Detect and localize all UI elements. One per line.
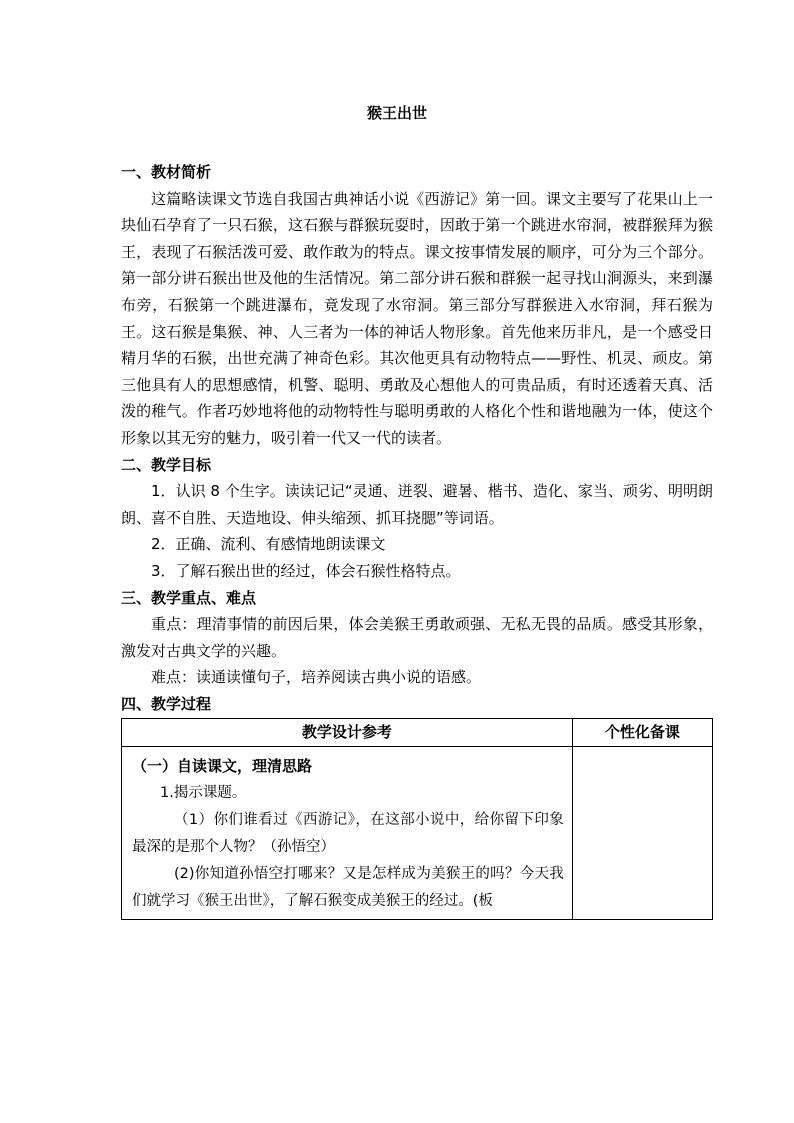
objective-item-3: 3．了解石猴出世的经过，体会石猴性格特点。 xyxy=(151,561,461,580)
difficulty-paragraph: 难点：读通读懂句子，培养阅读古典小说的语感。 xyxy=(151,668,482,687)
teaching-process-table xyxy=(121,718,713,920)
header-personal-prep: 个性化备课 xyxy=(572,719,712,747)
objective-item-2: 2．正确、流利、有感情地朗读课文 xyxy=(151,535,386,554)
step-title: （一）自读课文，理清思路 xyxy=(132,757,313,776)
design-cell xyxy=(122,747,573,920)
objective-item-1: 1．认识 8 个生字。读读记记“灵通、迸裂、避暑、楷书、造化、家当、顽劣、明明朗朗、喜不自胜、天造地设、伸头缩颈、抓耳挠腮”等词语。 xyxy=(121,482,713,527)
section-heading-key-points: 三、教学重点、难点 xyxy=(121,588,257,607)
section-heading-process: 四、教学过程 xyxy=(121,694,212,713)
header-design-reference: 教学设计参考 xyxy=(122,719,573,747)
document-title: 猴王出世 xyxy=(366,104,427,122)
document-content xyxy=(121,159,713,920)
table-row xyxy=(122,747,713,920)
personal-prep-cell xyxy=(572,747,712,920)
step-line-3: (2)你知道孙悟空打哪来？又是怎样成为美猴王的吗？今天我们就学习《猴王出世》，了解石猴变成美猴王的经过。(板 xyxy=(132,866,564,910)
table-header-row xyxy=(122,719,713,747)
analysis-paragraph: 这篇略读课文节选自我国古典神话小说《西游记》第一回。课文主要写了花果山上一块仙石孕育了一只石猴，这石猴与群猴玩耍时，因敢于第一个跳进水帘洞，被群猴拜为猴王，表现了石猴活泼可爱、敢作敢为的特点。课文按事情发展的顺序，可分为三个部分。第一部分讲石猴出世及他的生活情况。第二部分讲石猴和群猴一起寻找山涧源头，来到瀑布旁，石猴第一个跳进瀑布，竟发现了水帘洞。第三部分写群猴进入水帘洞，拜石猴为王。这石猴是集猴、神、人三者为一体的神话人物形象。首先他来历非凡，是一个感受日精月华的石猴，出世充满了神奇色彩。其次他更具有动物特点——野性、机灵、顽皮。第三他具有人的思想感情，机警、聪明、勇敢及心想他人的可贵品质，有时还透着天真、活泼的稚气。作者巧妙地将他的动物特性与聪明勇敢的人格化个性和谐地融为一体，使这个形象以其无穷的魅力，吸引着一代又一代的读者。 xyxy=(121,189,713,447)
section-heading-objectives: 二、教学目标 xyxy=(121,455,212,474)
section-heading-analysis: 一、教材简析 xyxy=(121,163,212,181)
step-line-1: 1.揭示课题。 xyxy=(160,785,247,802)
key-point-paragraph: 重点：理清事情的前因后果，体会美猴王勇敢顽强、无私无畏的品质。感受其形象，激发对古典文学的兴趣。 xyxy=(121,615,713,660)
step-line-2: （1）你们谁看过《西游记》，在这部小说中，给你留下印象最深的是那个人物？（孙悟空） xyxy=(132,812,564,856)
